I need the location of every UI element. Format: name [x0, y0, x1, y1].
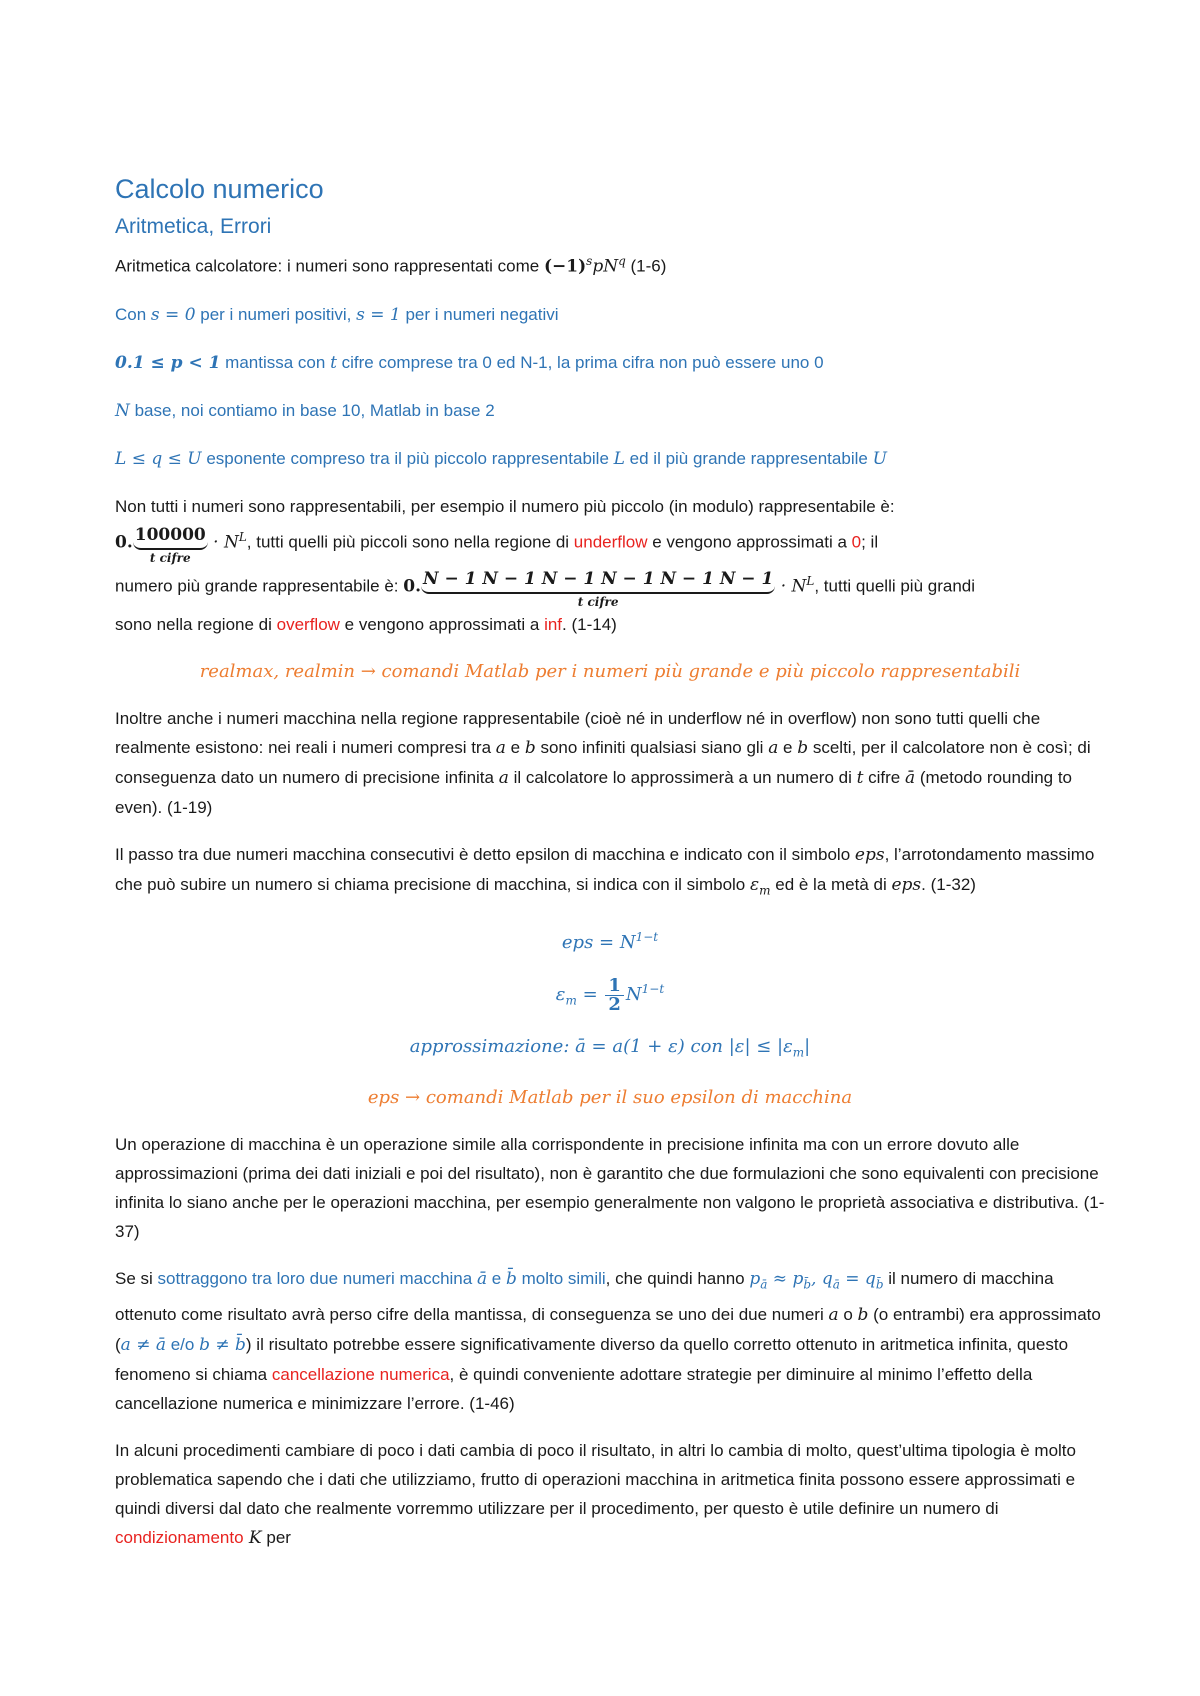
conditioning-term: condizionamento: [115, 1527, 244, 1547]
paragraph-cancellation: Se si sottraggono tra loro due numeri macchina ā e b̄ molto simili, che quindi hanno $p_ā \approx p_{b̄}$, $q_ā = q_{b̄}$ il numero di macchina ottenuto come risultato avrà perso cifre della mantissa, di conseguenza se uno dei due numeri a o b (o entrambi) era approssimato (a ≠ ā e/o b ≠ b̄) il risultato potrebbe essere significativamente diverso da quello corretto ottenuto in aritmetica infinita, questo fenomeno si chiama cancellazione numerica, è quindi conveniente adottare strategie per diminuire al minimo l’effetto della cancellazione numerica e minimizzare l’errore. (1-46): [115, 1269, 1101, 1413]
document-page: [115, 160, 1105, 1571]
fraction-one-half: $\frac{1}{2}$: [605, 977, 624, 1014]
paragraph-sign: Con s = 0 per i numeri positivi, s = 1 per i numeri negativi: [115, 304, 559, 325]
paragraph-range: Non tutti i numeri sono rappresentabili, per esempio il numero più piccolo (in modulo) rappresentabile è: 0. 100000 t cifre · $N^L$, tutti quelli più piccoli sono nella regione di underflow e vengono approssimati a 0; il numero più grande rappresentabile è: 0. N − 1 N − 1 N − 1 N − 1 N − 1 N − 1 t cifre · $N^L$, tutti quelli più grandi sono nella regione di overflow e vengono approssimati a inf. (1-14): [115, 496, 976, 634]
paragraph-mantissa: 0.1 ≤ p < 1 mantissa con t cifre comprese tra 0 ed N-1, la prima cifra non può essere uno 0: [115, 352, 824, 373]
paragraph-exponent: L ≤ q ≤ U esponente compreso tra il più piccolo rappresentabile L ed il più grande rappresentabile U: [115, 448, 887, 469]
equation-epsilon-m: $\varepsilon_m$ = $\frac{1}{2}$ $N^{1-t}$: [555, 974, 665, 1015]
equation-approximation: approssimazione: ā = a(1 + ε) con $|\varepsilon| \le |\varepsilon_m|$: [409, 1035, 811, 1060]
brace-small: 100000 t cifre: [133, 522, 208, 566]
overflow-term: overflow: [276, 614, 340, 634]
paragraph-base: N base, noi contiamo in base 10, Matlab in base 2: [115, 400, 495, 421]
equation-eps: eps = $N^{1-t}$: [561, 930, 659, 954]
paragraph-conditioning: In alcuni procedimenti cambiare di poco i dati cambia di poco il risultato, in altri lo cambia di molto, quest’ultima tipologia è molto problematica sapendo che i dati che utilizziamo, frutto di operazioni macchina in aritmetica finita possono essere approssimati e quindi diversi dal dato che realmente vorremmo utilizzare per il procedimento, per questo è utile definire un numero di condizionamento K per: [115, 1440, 1076, 1548]
underflow-term: underflow: [573, 532, 648, 552]
cancellation-term: cancellazione numerica: [271, 1364, 450, 1384]
paragraph-machine-operation: Un operazione di macchina è un operazione simile alla corrispondente in precisione infinita ma con un errore dovuto alle approssimazioni (prima dei dati iniziali e poi del risultato), non è garantito che due formulazioni che sono equivalenti con precisione infinita lo siano anche per le operazioni macchina, per esempio generalmente non valgono le proprietà associativa e distributiva. (1-37): [115, 1135, 1105, 1242]
page-title: Calcolo numerico: [115, 174, 324, 204]
brace-large: N − 1 N − 1 N − 1 N − 1 N − 1 N − 1 t cifre: [421, 566, 775, 610]
paragraph-representation: Aritmetica calcolatore: i numeri sono rappresentati come $(-1)^spN^q$ (1-6): [115, 254, 667, 277]
matlab-eps-note: eps → comandi Matlab per il suo epsilon di macchina: [367, 1087, 853, 1109]
paragraph-machine-numbers: Inoltre anche i numeri macchina nella regione rappresentabile (cioè né in underflow né in overflow) non sono tutti quelli che realmente esistono: nei reali i numeri compresi tra a e b sono infiniti qualsiasi siano gli a e b scelti, per il calcolatore non è così; di conseguenza dato un numero di precisione infinita a il calcolatore lo approssimerà a un numero di t cifre ā (metodo rounding to even). (1-19): [115, 708, 1091, 817]
section-heading: Aritmetica, Errori: [115, 215, 272, 238]
matlab-realmax-note: realmax, realmin → comandi Matlab per i numeri più grande e più piccolo rappresentabili: [199, 660, 1021, 682]
paragraph-epsilon: Il passo tra due numeri macchina consecutivi è detto epsilon di macchina e indicato con il simbolo eps, l’arrotondamento massimo che può subire un numero si chiama precisione di macchina, si indica con il simbolo $\varepsilon_m$ ed è la metà di eps. (1-32): [115, 844, 1095, 898]
